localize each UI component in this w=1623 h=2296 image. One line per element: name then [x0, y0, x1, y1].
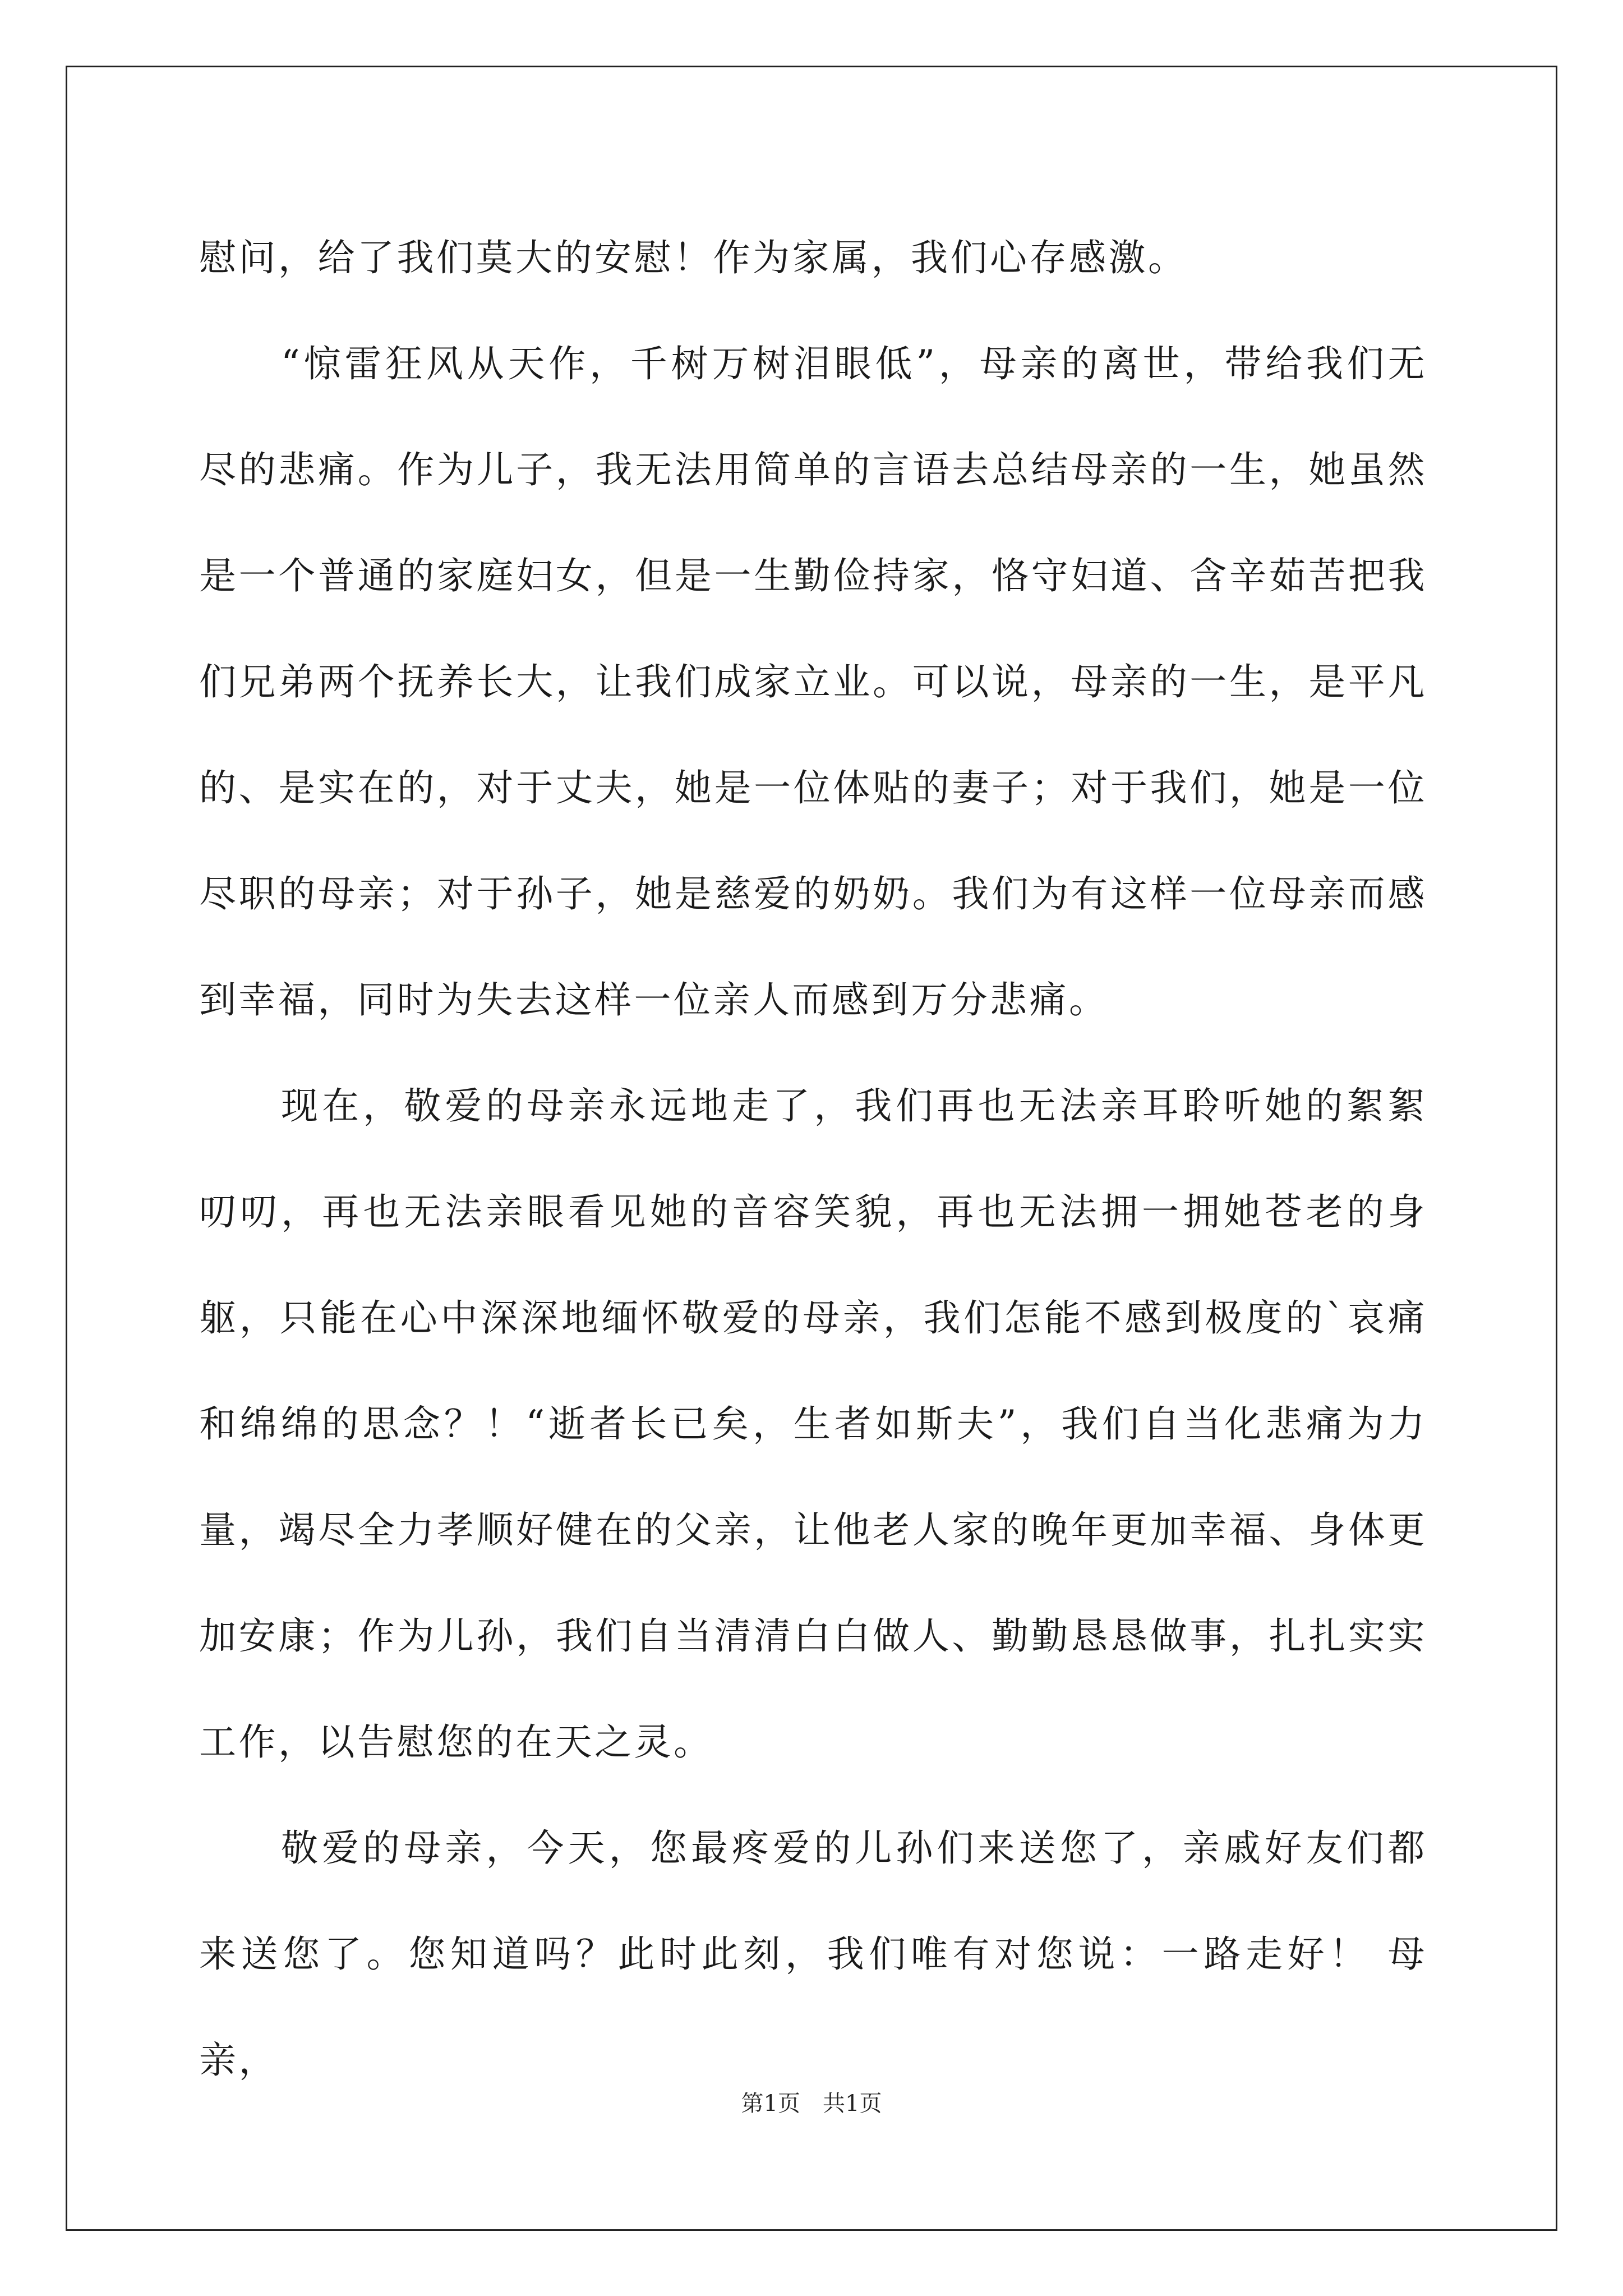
paragraph-1: 慰问，给了我们莫大的安慰！作为家属，我们心存感激。: [199, 236, 1188, 279]
document-body: [199, 205, 1427, 2113]
paragraph-2: “惊雷狂风从天作，千树万树泪眼低”，母亲的离世，带给我们无尽的悲痛。作为儿子，我无法用简单的言语去总结母亲的一生，她虽然是一个普通的家庭妇女，但是一生勤俭持家，恪守妇道、含辛茹苦把我们兄弟两个抚养长大，让我们成家立业。可以说，母亲的一生，是平凡的、是实在的，对于丈夫，她是一位体贴的妻子；对于我们，她是一位尽职的母亲；对于孙子，她是慈爱的奶奶。我们为有这样一位母亲而感到幸福，同时为失去这样一位亲人而感到万分悲痛。: [199, 342, 1427, 1022]
paragraph-4: 敬爱的母亲，今天，您最疼爱的儿孙们来送您了，亲戚好友们都来送您了。您知道吗？此时此刻，我们唯有对您说：一路走好！ 母亲，: [199, 1826, 1427, 2082]
paragraph-3: 现在，敬爱的母亲永远地走了，我们再也无法亲耳聆听她的絮絮叨叨，再也无法亲眼看见她的音容笑貌，再也无法拥一拥她苍老的身躯，只能在心中深深地缅怀敬爱的母亲，我们怎能不感到极度的`哀痛和绵绵的思念？！“逝者长已矣，生者如斯夫”，我们自当化悲痛为力量，竭尽全力孝顺好健在的父亲，让他老人家的晚年更加幸福、身体更加安康；作为儿孙，我们自当清清白白做人、勤勤恳恳做事，扎扎实实工作，以告慰您的在天之灵。: [199, 1084, 1427, 1764]
page-number-footer: 第1页 共1页: [741, 2091, 882, 2116]
